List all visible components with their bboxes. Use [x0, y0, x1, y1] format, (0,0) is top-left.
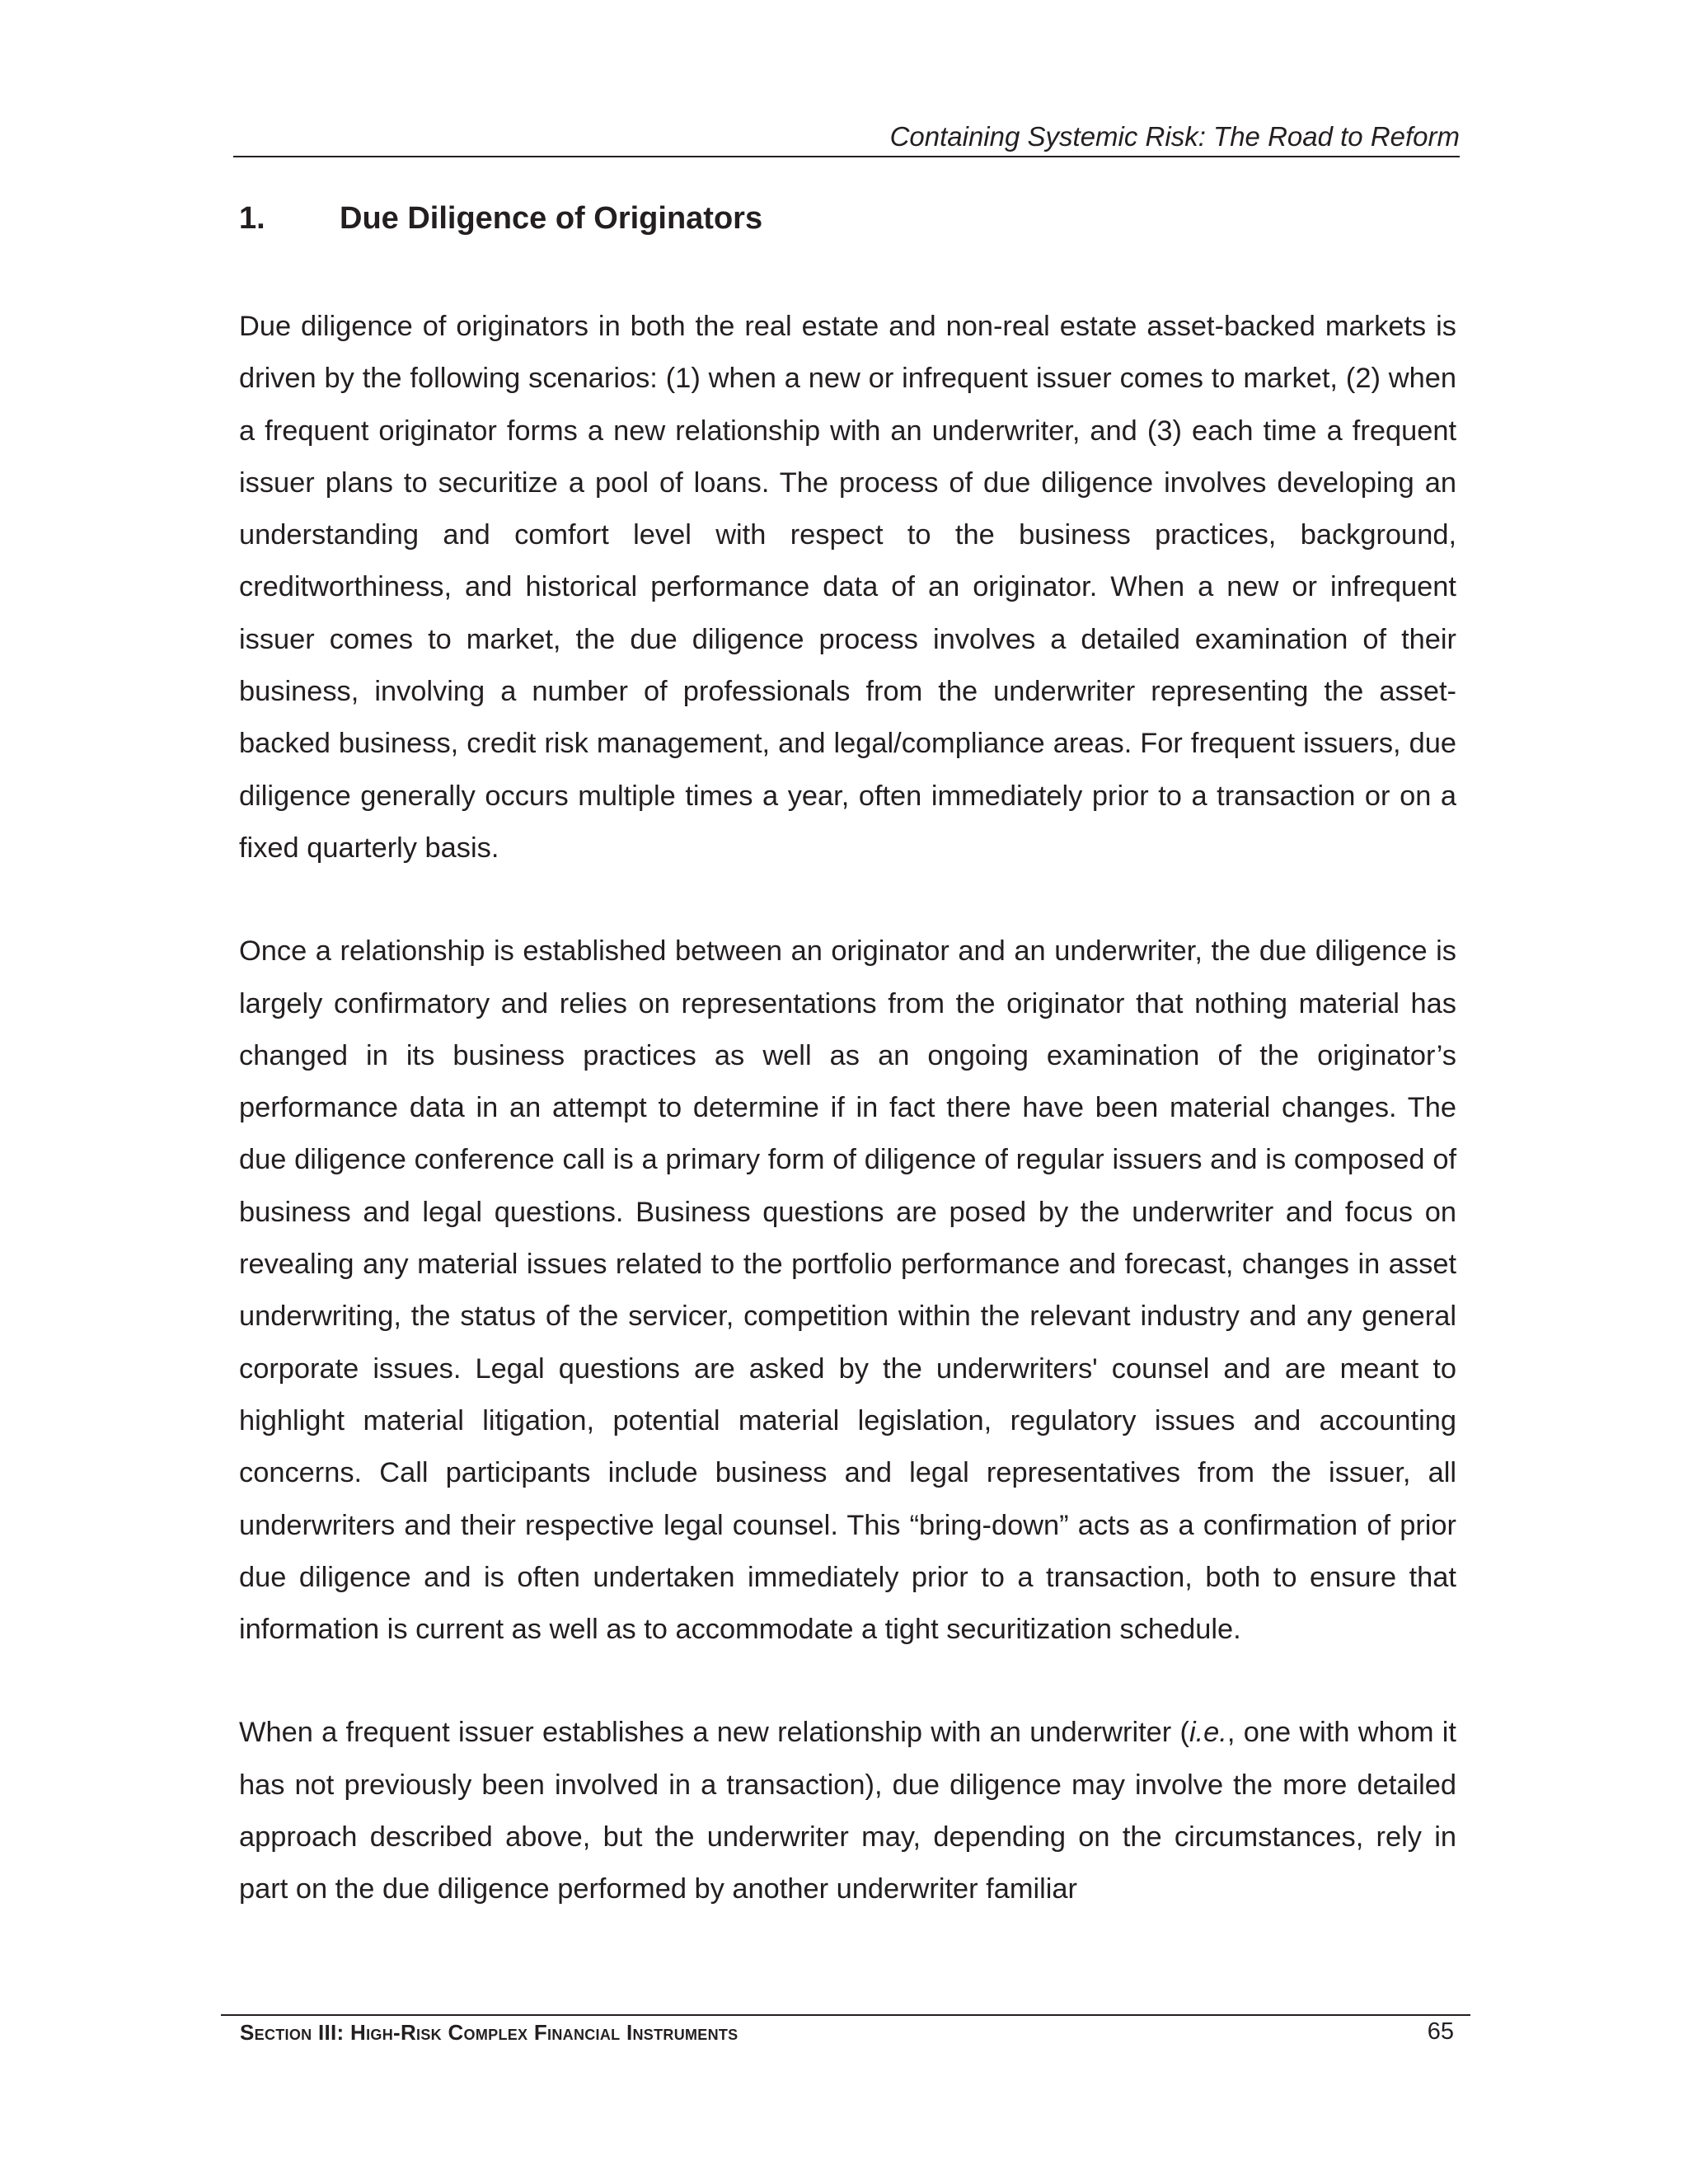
- section-number: 1.: [239, 201, 265, 236]
- paragraph-3-text-b: , one with whom it has not previously been involved in a transaction), due diligence may involve the more detailed approach described above, but the underwriter may, depending on the circumstances, rely in part on the due diligence performed by another underwriter familiar: [239, 1717, 1456, 1905]
- paragraph-3: [239, 1707, 1456, 1915]
- footer-section-label: Section III: High-Risk Complex Financial Instruments: [240, 2020, 738, 2045]
- running-header: Containing Systemic Risk: The Road to Reform: [889, 121, 1460, 152]
- section-title: Due Diligence of Originators: [340, 201, 763, 236]
- paragraph-1: Due diligence of originators in both the real estate and non-real estate asset-backed markets is driven by the following scenarios: (1) when a new or infrequent issuer comes to market, (2) when a frequent originator forms a new relationship with an underwriter, and (3) each time a frequent issuer plans to securitize a pool of loans. The process of due diligence involves developing an understanding and comfort level with respect to the business practices, background, creditworthiness, and historical performance data of an originator. When a new or infrequent issuer comes to market, the due diligence process involves a detailed examination of their business, involving a number of professionals from the underwriter representing the asset-backed business, credit risk management, and legal/compliance areas. For frequent issuers, due diligence generally occurs multiple times a year, often immediately prior to a transaction or on a fixed quarterly basis.: [239, 311, 1456, 864]
- paragraph-2: Once a relationship is established between an originator and an underwriter, the due diligence is largely confirmatory and relies on representations from the originator that nothing material has changed in its business practices as well as an ongoing examination of the originator’s performance data in an attempt to determine if in fact there have been material changes. The due diligence conference call is a primary form of diligence of regular issuers and is composed of business and legal questions. Business questions are posed by the underwriter and focus on revealing any material issues related to the portfolio performance and forecast, changes in asset underwriting, the status of the servicer, competition within the relevant industry and any general corporate issues. Legal questions are asked by the underwriters' counsel and are meant to highlight material litigation, potential material legislation, regulatory issues and accounting concerns. Call participants include business and legal representatives from the issuer, all underwriters and their respective legal counsel. This “bring-down” acts as a confirmation of prior due diligence and is often undertaken immediately prior to a transaction, both to ensure that information is current as well as to accommodate a tight securitization schedule.: [239, 935, 1456, 1646]
- footer-rule: [221, 2014, 1470, 2016]
- body-text: [239, 301, 1456, 1967]
- section-heading: [239, 198, 1459, 239]
- paragraph-3-text-a: When a frequent issuer establishes a new relationship with an underwriter (: [239, 1717, 1189, 1749]
- header-rule: [233, 156, 1460, 157]
- paragraph-3-italic: i.e.: [1189, 1717, 1227, 1749]
- page-number: 65: [1427, 2018, 1454, 2045]
